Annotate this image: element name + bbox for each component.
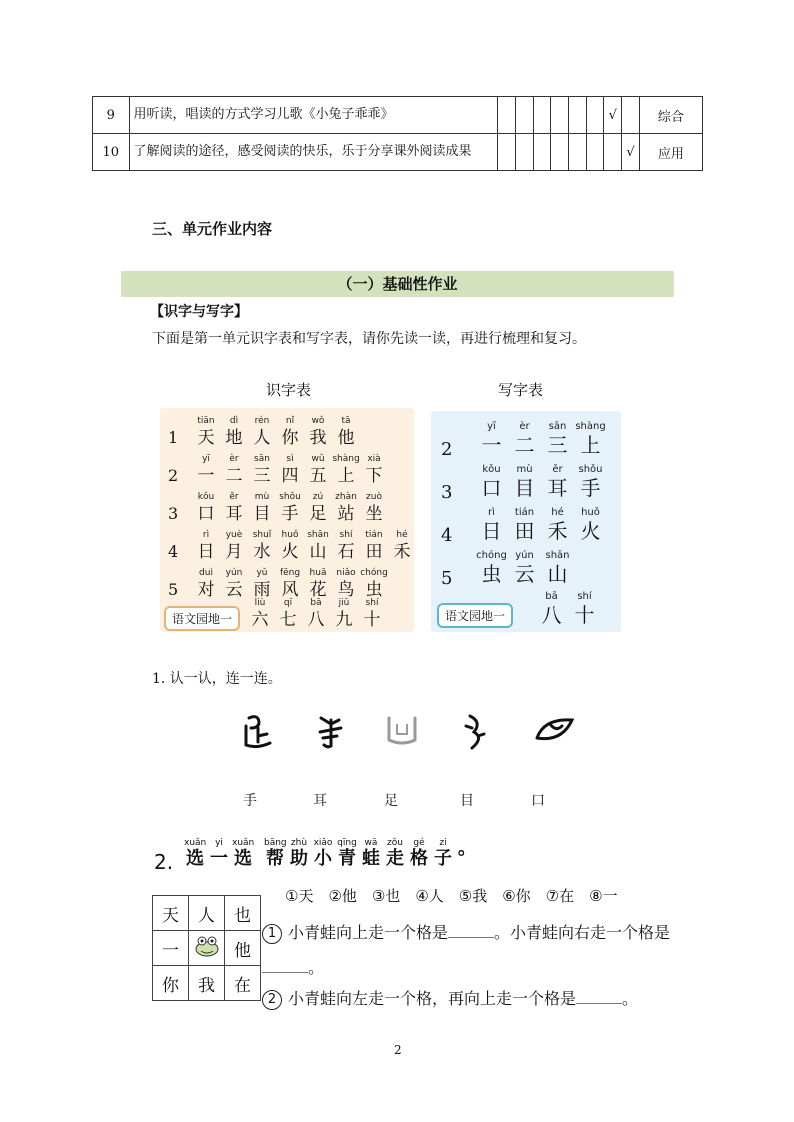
hanzi: 五	[309, 466, 327, 486]
hanzi: 口	[197, 504, 215, 524]
hanzi: 七	[279, 610, 297, 630]
pinyin: yuè	[225, 530, 243, 540]
pinyin: qī	[283, 598, 293, 608]
check-cell	[586, 97, 604, 134]
pinyin: huā	[309, 568, 327, 578]
pinyin: fēng	[279, 568, 301, 578]
pinyin: zhù	[290, 838, 308, 848]
hanzi: 水	[253, 542, 271, 562]
hanzi: 子	[434, 848, 452, 869]
hanzi: 青	[338, 848, 356, 869]
pinyin: yún	[225, 568, 243, 578]
pinyin: gé	[413, 838, 425, 848]
hanzi: 上	[580, 433, 601, 457]
check-cell	[533, 134, 551, 171]
grid-cell: 也	[225, 896, 261, 931]
pinyin: huǒ	[581, 507, 600, 518]
char-cell	[360, 454, 388, 487]
hanzi: 足	[309, 504, 327, 524]
check-cell	[533, 97, 551, 134]
pinyin: ěr	[229, 492, 239, 502]
row-number: 2	[168, 466, 179, 485]
hanzi: 人	[253, 428, 271, 448]
ancient-er-glyph-icon	[460, 712, 490, 752]
pinyin: xià	[367, 454, 381, 464]
hanzi: 山	[309, 542, 327, 562]
hanzi: 虫	[481, 562, 502, 586]
char-cell	[192, 530, 220, 563]
match-label-1: 手	[243, 793, 257, 809]
hanzi: 虫	[365, 580, 383, 600]
hanzi: 小	[314, 848, 332, 869]
char-cell	[192, 416, 220, 449]
hanzi: 日	[197, 542, 215, 562]
hanzi: 手	[580, 476, 601, 500]
pinyin: zǒu	[387, 838, 403, 848]
check-cell	[498, 97, 516, 134]
hanzi: 选	[234, 848, 252, 869]
char-cell	[220, 416, 248, 449]
frog-icon	[193, 934, 221, 958]
q2-title-char	[336, 838, 358, 870]
pinyin: ěr	[552, 464, 563, 475]
q2-line1-text-b: 。小青蛙向右走一个格是	[494, 923, 671, 942]
hanzi: 目	[253, 504, 271, 524]
hanzi: 手	[281, 504, 299, 524]
frog-cell	[189, 931, 225, 966]
hanzi: 雨	[253, 580, 271, 600]
pinyin: xuǎn	[184, 838, 207, 848]
pinyin: shǒu	[578, 464, 603, 475]
pinyin: yī	[202, 454, 210, 464]
check-cell	[515, 134, 533, 171]
hanzi: 三	[253, 466, 271, 486]
char-cell	[332, 568, 360, 601]
char-cell	[304, 416, 332, 449]
q2-title-char	[360, 838, 382, 870]
check-cell	[569, 134, 587, 171]
pinyin: wǔ	[311, 454, 325, 464]
answer-blank[interactable]	[262, 958, 308, 973]
check-cell: √	[622, 134, 640, 171]
xiezi-panel	[431, 411, 621, 632]
pinyin: mù	[254, 492, 270, 502]
hanzi: 四	[281, 466, 299, 486]
hanzi: 二	[514, 433, 535, 457]
check-cell	[569, 97, 587, 134]
pinyin: kǒu	[482, 464, 501, 475]
char-cell	[220, 568, 248, 601]
hanzi: 帮	[266, 848, 284, 869]
char-cell	[248, 492, 276, 525]
char-cell	[220, 454, 248, 487]
pinyin: tián	[365, 530, 383, 540]
char-cell	[192, 454, 220, 487]
q2-title-char	[264, 838, 286, 870]
hanzi: 田	[514, 519, 535, 543]
grid-cell: 天	[153, 896, 189, 931]
hanzi: 。	[458, 838, 476, 859]
char-cell	[276, 492, 304, 525]
pinyin: sān	[548, 421, 567, 432]
check-cell	[551, 134, 569, 171]
char-cell	[304, 492, 332, 525]
pinyin: xiǎo	[313, 838, 333, 848]
char-cell	[276, 454, 304, 487]
ancient-shou-glyph-icon	[315, 712, 345, 752]
q2-line2-text: 小青蛙向左走一个格，再向上走一个格是	[288, 989, 577, 1008]
pinyin: rì	[202, 530, 210, 540]
hanzi: 耳	[225, 504, 243, 524]
hanzi: 十	[574, 603, 595, 627]
pinyin: jiǔ	[338, 598, 350, 608]
hanzi: 禾	[393, 542, 411, 562]
pinyin: dì	[229, 416, 239, 426]
char-cell	[276, 568, 304, 601]
frog-grid	[152, 895, 261, 1001]
check-cell	[604, 134, 622, 171]
char-cell	[541, 507, 574, 544]
check-cell	[551, 97, 569, 134]
hanzi: 上	[337, 466, 355, 486]
pinyin: èr	[229, 454, 239, 464]
pinyin: sì	[286, 454, 294, 464]
char-cell	[332, 492, 360, 525]
hanzi: 蛙	[362, 848, 380, 869]
char-cell	[508, 507, 541, 544]
hanzi: 我	[309, 428, 327, 448]
pinyin: zuò	[366, 492, 382, 502]
garden-char-cell	[358, 598, 386, 631]
hanzi: 八	[307, 610, 325, 630]
char-cell	[508, 550, 541, 587]
hanzi: 鸟	[337, 580, 355, 600]
hanzi: 日	[481, 519, 502, 543]
pinyin: shuǐ	[252, 530, 272, 540]
hanzi: 云	[514, 562, 535, 586]
table-row	[93, 97, 703, 134]
hanzi: 云	[225, 580, 243, 600]
row-number: 10	[93, 134, 130, 171]
pinyin: hé	[396, 530, 408, 540]
char-cell	[475, 550, 508, 587]
match-label-4: 目	[460, 793, 474, 809]
objectives-table	[92, 96, 703, 171]
pinyin: mù	[516, 464, 533, 475]
q2-line2-text-b: 。	[622, 989, 639, 1008]
char-cell	[574, 507, 607, 544]
char-cell	[332, 416, 360, 449]
hanzi: 二	[225, 466, 243, 486]
pinyin: èr	[519, 421, 530, 432]
pinyin: rì	[488, 507, 495, 518]
hanzi: 下	[365, 466, 383, 486]
hanzi: 八	[541, 603, 562, 627]
hanzi: 石	[337, 542, 355, 562]
hanzi: 一	[210, 848, 228, 869]
q2-title-char	[432, 838, 454, 870]
garden-char-cell	[535, 591, 568, 628]
shizi-panel	[160, 408, 414, 632]
row-number: 3	[168, 504, 179, 523]
hanzi: 目	[514, 476, 535, 500]
char-cell	[220, 492, 248, 525]
check-cell	[515, 97, 533, 134]
q2-line1-text-c: 。	[308, 958, 325, 977]
pinyin: bāng	[264, 838, 287, 848]
ancient-zu-glyph-icon	[243, 712, 273, 752]
char-cell	[248, 530, 276, 563]
char-cell	[248, 454, 276, 487]
hanzi: 口	[481, 476, 502, 500]
pinyin: yǔ	[256, 568, 268, 578]
hanzi: 火	[281, 542, 299, 562]
hanzi: 一	[197, 466, 215, 486]
hanzi: 对	[197, 580, 215, 600]
answer-blank[interactable]	[448, 923, 494, 938]
char-cell	[360, 492, 388, 525]
pinyin: kǒu	[197, 492, 215, 502]
pinyin: wā	[364, 838, 378, 848]
check-cell	[622, 97, 640, 134]
row-number: 1	[168, 428, 179, 447]
hanzi: 天	[197, 428, 215, 448]
check-cell	[586, 134, 604, 171]
char-cell	[475, 421, 508, 458]
hanzi: 田	[365, 542, 383, 562]
char-cell	[475, 464, 508, 501]
hanzi: 一	[481, 433, 502, 457]
char-cell	[192, 492, 220, 525]
char-cell	[508, 464, 541, 501]
char-cell	[304, 530, 332, 563]
char-cell	[304, 568, 332, 601]
q2-title-char	[184, 838, 206, 870]
hanzi: 选	[186, 848, 204, 869]
page-number: 2	[394, 1043, 402, 1057]
q2-line1-cont	[262, 955, 324, 978]
grid-cell: 我	[189, 966, 225, 1001]
row-description: 用听读，唱读的方式学习儿歌《小兔子乖乖》	[129, 97, 498, 134]
pinyin: bā	[310, 598, 322, 608]
q2-line2	[262, 986, 638, 1010]
q1-prompt: 1. 认一认，连一连。	[152, 671, 282, 687]
row-number: 5	[168, 580, 179, 599]
q2-number: 2.	[154, 850, 174, 874]
pinyin: tiān	[197, 416, 215, 426]
char-cell	[332, 454, 360, 487]
pinyin: tián	[514, 507, 535, 518]
row-number: 5	[441, 568, 453, 589]
char-cell	[475, 507, 508, 544]
match-label-2: 耳	[313, 793, 327, 809]
row-type: 综合	[639, 97, 702, 134]
garden-char-cell	[330, 598, 358, 631]
grid-cell: 人	[189, 896, 225, 931]
garden-char-cell	[246, 598, 274, 631]
shizi-caption: 识字表	[266, 381, 312, 399]
q2-line1	[262, 920, 670, 944]
pinyin: shàng	[575, 421, 606, 432]
hanzi: 风	[281, 580, 299, 600]
pinyin: shàng	[332, 454, 360, 464]
garden-char-cell	[274, 598, 302, 631]
pinyin: yī	[487, 421, 496, 432]
grid-cell: 你	[153, 966, 189, 1001]
char-cell	[248, 568, 276, 601]
hanzi: 三	[547, 433, 568, 457]
hanzi: 走	[386, 848, 404, 869]
pinyin: zhàn	[335, 492, 357, 502]
pinyin: duì	[199, 568, 213, 578]
pinyin: liù	[254, 598, 266, 608]
match-label-3: 足	[384, 793, 398, 809]
table-row	[93, 134, 703, 171]
intro-text: 下面是第一单元识字表和写字表，请你先读一读，再进行梳理和复习。	[152, 331, 586, 347]
row-number: 4	[441, 525, 453, 546]
pinyin: xuǎn	[232, 838, 255, 848]
hanzi: 格	[410, 848, 428, 869]
q2-title-char	[288, 838, 310, 870]
char-cell	[360, 530, 388, 563]
circled-number: 2	[262, 990, 282, 1010]
check-cell	[498, 134, 516, 171]
char-cell	[304, 454, 332, 487]
char-cell	[574, 464, 607, 501]
hanzi: 地	[225, 428, 243, 448]
hanzi: 禾	[547, 519, 568, 543]
hanzi: 月	[225, 542, 243, 562]
row-number: 4	[168, 542, 179, 561]
ancient-mu-glyph-icon	[534, 712, 576, 748]
garden-char-cell	[302, 598, 330, 631]
hanzi: 山	[547, 562, 568, 586]
pinyin: shí	[365, 598, 379, 608]
char-cell	[276, 530, 304, 563]
char-cell	[248, 416, 276, 449]
hanzi: 站	[337, 504, 355, 524]
pinyin: shí	[577, 591, 592, 602]
char-cell	[220, 530, 248, 563]
hanzi: 火	[580, 519, 601, 543]
check-cell: √	[604, 97, 622, 134]
pinyin: sān	[254, 454, 270, 464]
pinyin: yún	[515, 550, 534, 561]
pinyin: shí	[339, 530, 353, 540]
garden-label-b: 语文园地一	[437, 603, 513, 628]
garden-label-a: 语文园地一	[164, 606, 240, 631]
grid-cell: 一	[153, 931, 189, 966]
row-number: 3	[441, 482, 453, 503]
row-number: 2	[441, 439, 453, 460]
char-cell	[332, 530, 360, 563]
q2-title-char	[232, 838, 254, 870]
pinyin: niǎo	[336, 568, 356, 578]
subhead-literacy: 【识字与写字】	[150, 304, 248, 320]
section-title: 三、单元作业内容	[152, 220, 273, 238]
row-number: 9	[93, 97, 130, 134]
hanzi: 他	[337, 428, 355, 448]
garden-char-cell	[568, 591, 601, 628]
basic-homework-bar: （一）基础性作业	[121, 271, 674, 297]
pinyin: yi	[215, 838, 223, 848]
char-cell	[388, 530, 416, 563]
char-cell	[541, 464, 574, 501]
hanzi: 六	[251, 610, 269, 630]
char-cell	[541, 421, 574, 458]
circled-number: 1	[262, 924, 282, 944]
pinyin: zú	[312, 492, 324, 502]
q2-title-char	[208, 838, 230, 870]
hanzi: 九	[335, 610, 353, 630]
q2-title-char	[456, 838, 478, 860]
pinyin: chóng	[476, 550, 507, 561]
q2-title-char	[312, 838, 334, 870]
pinyin: hé	[551, 507, 564, 518]
char-cell	[541, 550, 574, 587]
q2-options: ①天 ②他 ③也 ④人 ⑤我 ⑥你 ⑦在 ⑧一	[285, 887, 618, 905]
row-type: 应用	[639, 134, 702, 171]
pinyin: wǒ	[311, 416, 325, 426]
pinyin: zi	[439, 838, 447, 848]
hanzi: 助	[290, 848, 308, 869]
q2-line1-text: 小青蛙向上走一个格是	[288, 923, 449, 942]
pinyin: shǒu	[279, 492, 301, 502]
hanzi: 十	[363, 610, 381, 630]
hanzi: 坐	[365, 504, 383, 524]
char-cell	[508, 421, 541, 458]
pinyin: shān	[307, 530, 329, 540]
ancient-kou-glyph-icon	[385, 712, 419, 752]
row-description: 了解阅读的途径，感受阅读的快乐，乐于分享课外阅读成果	[129, 134, 498, 171]
char-cell	[360, 568, 388, 601]
hanzi: 花	[309, 580, 327, 600]
xiezi-caption: 写字表	[498, 381, 544, 399]
pinyin: huǒ	[281, 530, 299, 540]
grid-cell: 他	[225, 931, 261, 966]
answer-blank[interactable]	[576, 989, 622, 1004]
hanzi: 耳	[547, 476, 568, 500]
pinyin: tā	[341, 416, 351, 426]
grid-cell: 在	[225, 966, 261, 1001]
match-label-5: 口	[531, 793, 545, 809]
hanzi: 你	[281, 428, 299, 448]
char-cell	[192, 568, 220, 601]
pinyin: rén	[254, 416, 270, 426]
pinyin: shān	[545, 550, 570, 561]
pinyin: nǐ	[285, 416, 295, 426]
pinyin: bā	[545, 591, 558, 602]
char-cell	[574, 421, 607, 458]
q2-title-char	[408, 838, 430, 870]
char-cell	[276, 416, 304, 449]
pinyin: qīng	[337, 838, 357, 848]
q2-title-char	[384, 838, 406, 870]
pinyin: chóng	[360, 568, 388, 578]
